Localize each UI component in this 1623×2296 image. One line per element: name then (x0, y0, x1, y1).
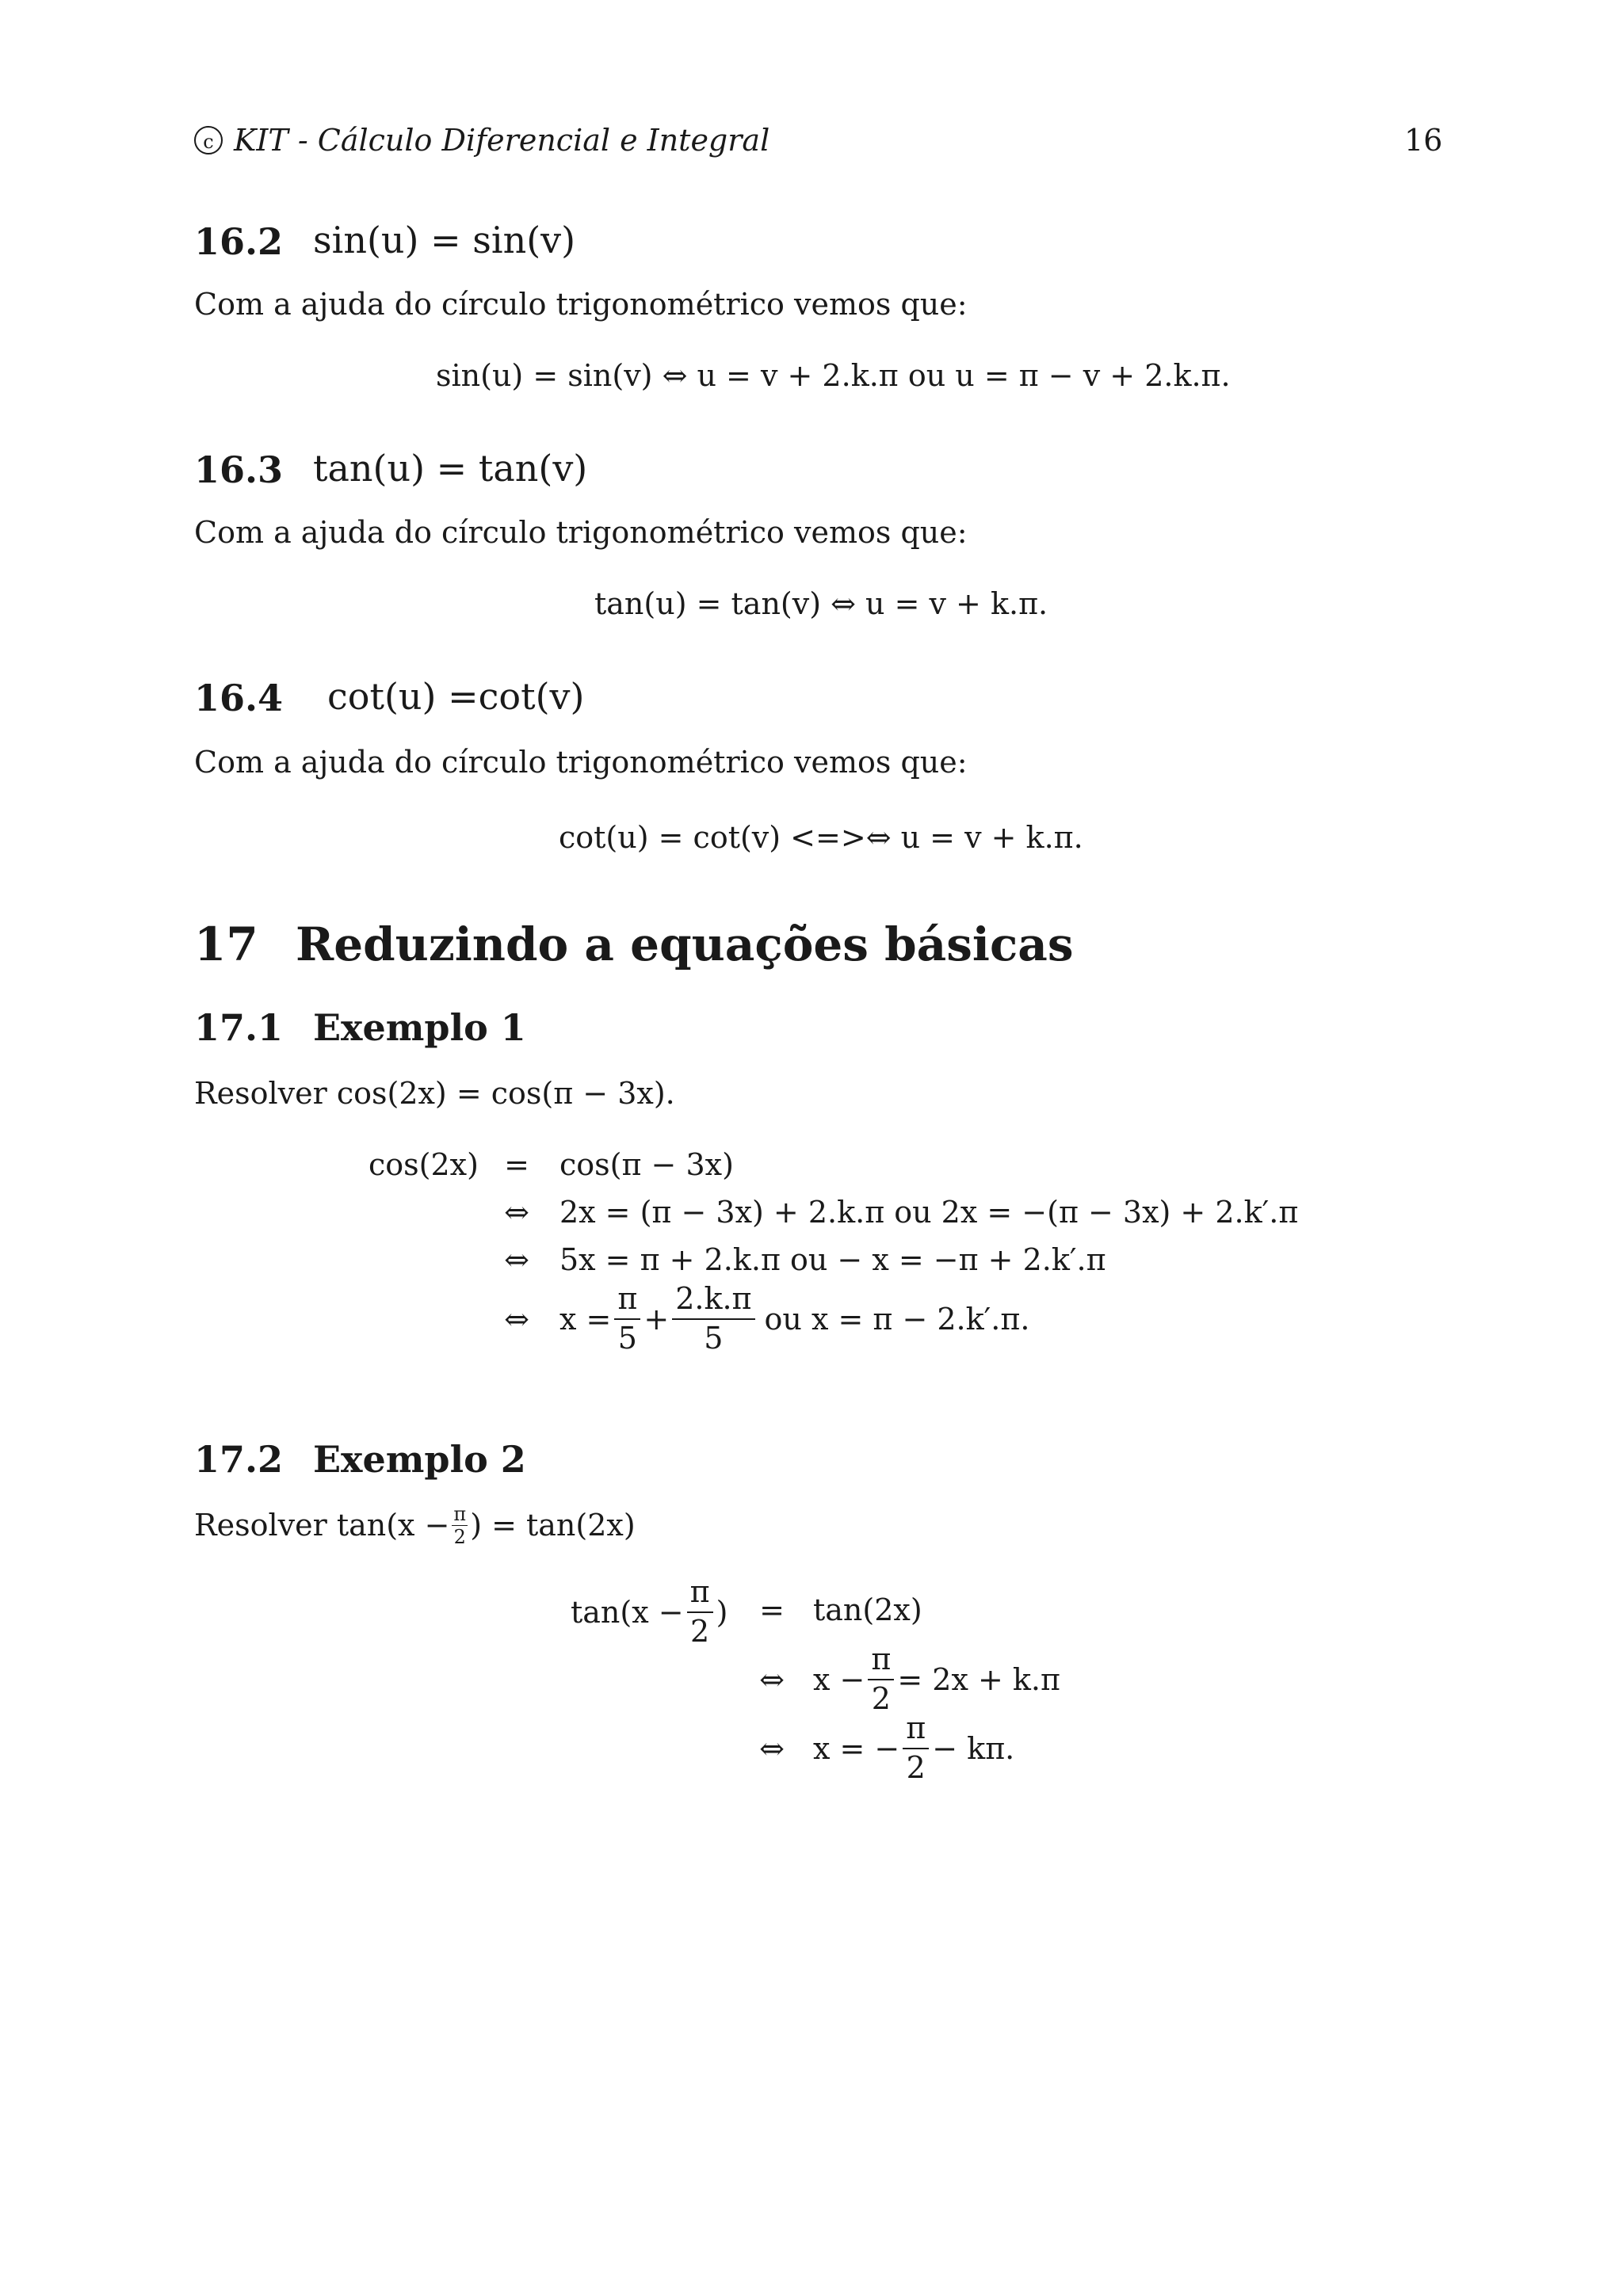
fraction (868, 1644, 894, 1715)
expr-text: = 2x + k.π (897, 1662, 1060, 1697)
chapter-number: 17 (194, 917, 258, 971)
expr-text: ) = tan(2x) (470, 1508, 636, 1543)
fraction-numerator: π (614, 1283, 640, 1320)
page-number: 16 (1404, 123, 1443, 158)
section-title: Exemplo 1 (313, 1006, 526, 1049)
relation-iff: ⇔ (504, 1242, 529, 1277)
expr-text: tan(x − (571, 1595, 684, 1630)
fraction-denominator: 2 (453, 1525, 466, 1548)
fraction-numerator: π (903, 1713, 929, 1749)
section-title: tan(u) = tan(v) (313, 447, 588, 490)
aligned-rhs-line1: tan(2x) (813, 1592, 922, 1627)
copyright-icon: c (194, 126, 223, 154)
section-heading-17-1 (194, 1006, 1462, 1054)
relation-iff: ⇔ (504, 1302, 529, 1337)
paragraph: Com a ajuda do círculo trigonométrico vemos que: (194, 287, 968, 322)
paragraph: Com a ajuda do círculo trigonométrico vemos que: (194, 515, 968, 550)
fraction-numerator: 2.k.π (672, 1283, 754, 1320)
section-title: cot(u) =cot(v) (327, 675, 585, 718)
fraction (687, 1574, 713, 1649)
equation: sin(u) = sin(v) ⇔ u = v + 2.k.π ou u = π − v + 2.k.π. (436, 358, 1231, 393)
section-number: 17.1 (194, 1006, 284, 1049)
fraction (614, 1283, 640, 1355)
aligned-rhs-line2: 2x = (π − 3x) + 2.k.π ou 2x = −(π − 3x) + 2.k′.π (559, 1195, 1299, 1230)
expr-text: x = − (813, 1731, 900, 1766)
equation: cot(u) = cot(v) <=>⇔ u = v + k.π. (559, 820, 1083, 855)
relation-iff: ⇔ (504, 1195, 529, 1230)
aligned-rhs-line1: cos(π − 3x) (559, 1147, 734, 1182)
fraction-denominator: 5 (704, 1321, 724, 1356)
fraction-denominator: 2 (689, 1614, 710, 1649)
aligned-rhs-line3 (813, 1709, 1014, 1788)
fraction (672, 1283, 754, 1355)
aligned-rhs-line3: 5x = π + 2.k.π ou − x = −π + 2.k′.π (559, 1242, 1106, 1277)
aligned-rhs-line2 (813, 1640, 1060, 1719)
fraction-denominator: 2 (871, 1681, 891, 1716)
expr-text: ou x = π − 2.k′.π. (764, 1302, 1030, 1337)
expr-text: x − (813, 1662, 865, 1697)
section-number: 16.2 (194, 220, 284, 263)
aligned-rhs-line4 (559, 1280, 1029, 1359)
section-heading-16-3 (194, 448, 1462, 496)
relation-equals: = (759, 1592, 785, 1627)
fraction (452, 1502, 468, 1548)
fraction (903, 1713, 929, 1784)
equation: tan(u) = tan(v) ⇔ u = v + k.π. (594, 586, 1048, 621)
chapter-title: Reduzindo a equações básicas (296, 917, 1074, 971)
expr-text: − kπ. (932, 1731, 1015, 1766)
paragraph: Resolver cos(2x) = cos(π − 3x). (194, 1076, 675, 1111)
paragraph: Com a ajuda do círculo trigonométrico vemos que: (194, 745, 968, 780)
fraction-numerator: π (453, 1502, 467, 1525)
chapter-heading-17 (194, 917, 1462, 981)
relation-iff: ⇔ (759, 1731, 785, 1766)
running-header (194, 123, 769, 158)
aligned-lhs: cos(2x) (369, 1147, 479, 1182)
header-title: KIT - Cálculo Diferencial e Integral (234, 123, 770, 158)
section-number: 16.4 (194, 677, 284, 719)
expr-text: ) (716, 1595, 728, 1630)
section-heading-17-2 (194, 1438, 1462, 1486)
fraction-numerator: π (868, 1644, 894, 1680)
section-heading-16-4 (194, 677, 1462, 724)
expr-text: Resolver tan(x − (194, 1508, 450, 1543)
relation-iff: ⇔ (759, 1662, 785, 1697)
expr-text: x = (559, 1302, 612, 1337)
section-number: 16.3 (194, 448, 284, 491)
section-title: Exemplo 2 (313, 1438, 526, 1481)
section-heading-16-2 (194, 220, 1462, 268)
section-title: sin(u) = sin(v) (313, 219, 576, 261)
expr-text: + (643, 1302, 670, 1337)
section-number: 17.2 (194, 1438, 284, 1481)
fraction-denominator: 2 (906, 1750, 926, 1785)
fraction-denominator: 5 (617, 1321, 637, 1356)
fraction-numerator: π (687, 1577, 713, 1613)
aligned-lhs (571, 1573, 727, 1652)
relation-equals: = (504, 1147, 529, 1182)
paragraph (194, 1501, 636, 1549)
